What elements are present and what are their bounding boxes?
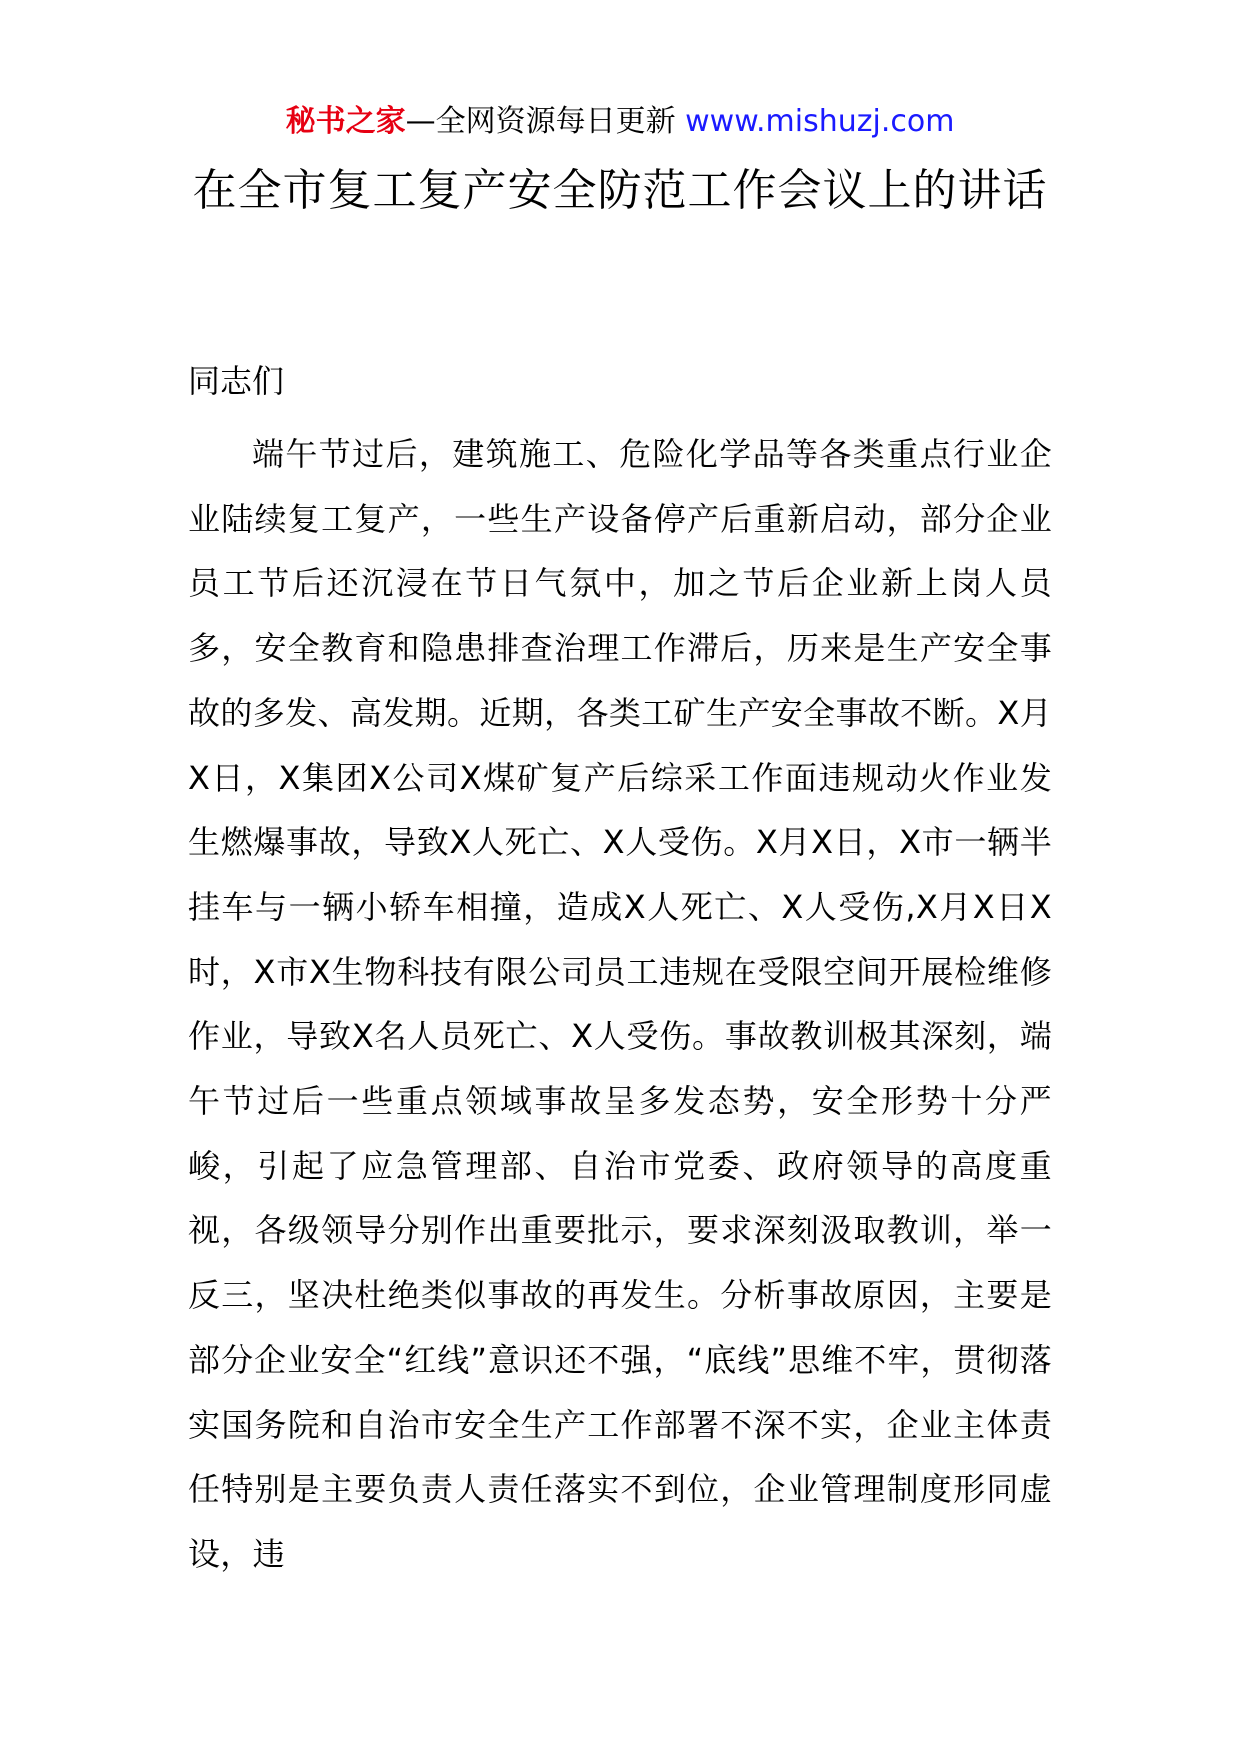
site-header bbox=[0, 100, 1240, 144]
salutation: 同志们 bbox=[188, 362, 285, 400]
body-paragraph: 端午节过后，建筑施工、危险化学品等各类重点行业企业陆续复工复产，一些生产设备停产后重新启动，部分企业员工节后还沉浸在节日气氛中，加之节后企业新上岗人员多，安全教育和隐患排查治理工作滞后，历来是生产安全事故的多发、高发期。近期，各类工矿生产安全事故不断。X月X日，X集团X公司X煤矿复产后综采工作面违规动火作业发生燃爆事故，导致X人死亡、X人受伤。X月X日，X市一辆半挂车与一辆小轿车相撞，造成X人死亡、X人受伤,X月X日X时，X市X生物科技有限公司员工违规在受限空间开展检维修作业，导致X名人员死亡、X人受伤。事故教训极其深刻，端午节过后一些重点领域事故呈多发态势，安全形势十分严峻，引起了应急管理部、自治市党委、政府领导的高度重视，各级领导分别作出重要批示，要求深刻汲取教训，举一反三，坚决杜绝类似事故的再发生。分析事故原因，主要是部分企业安全“红线”意识还不强，“底线”思维不牢，贯彻落实国务院和自治市安全生产工作部署不深不实，企业主体责任特别是主要负责人责任落实不到位，企业管理制度形同虚设，违 bbox=[188, 435, 1052, 1573]
header-slogan: —全网资源每日更新 bbox=[405, 104, 686, 139]
brand-name: 秘书之家 bbox=[285, 104, 406, 139]
document-title: 在全市复工复产安全防范工作会议上的讲话 bbox=[192, 165, 1048, 216]
site-url[interactable]: www.mishuzj.com bbox=[685, 104, 955, 139]
